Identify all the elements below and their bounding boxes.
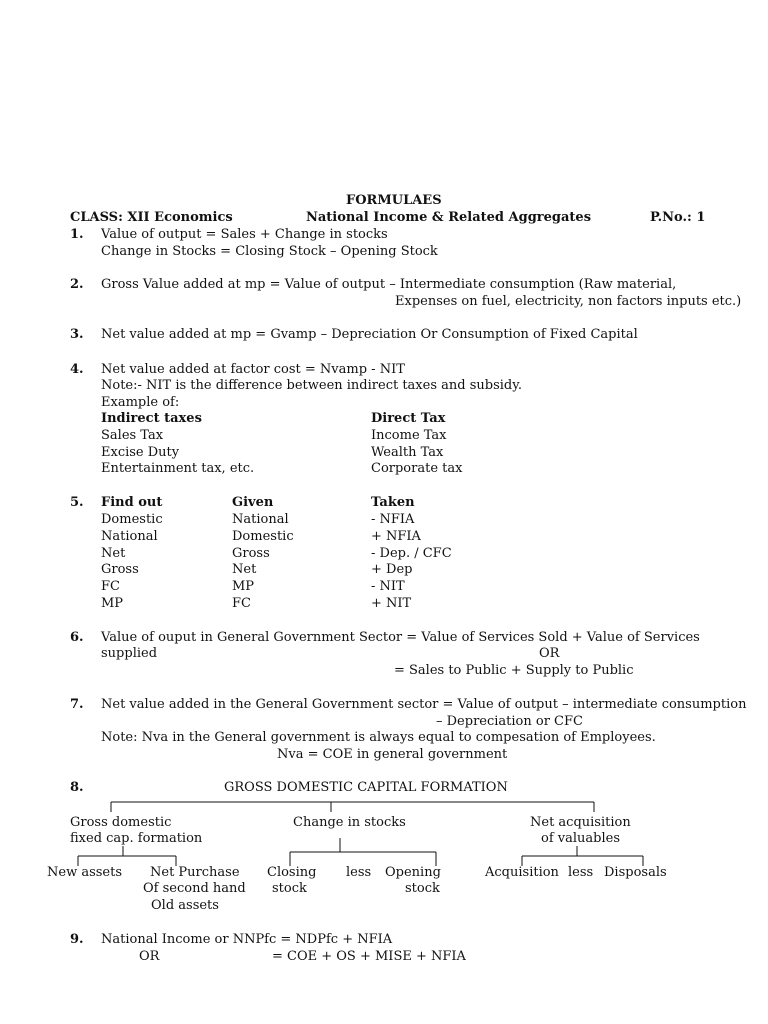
tree-leaf: New assets [47, 865, 123, 880]
tax-item: Entertainment tax, etc. [101, 461, 255, 476]
tree-leaf: Net Purchase [150, 865, 240, 880]
item-number: 6. [70, 630, 84, 645]
formula-line: Change in Stocks = Closing Stock – Opening Stock [101, 244, 438, 259]
tree-node: Net acquisition [530, 815, 631, 830]
tree-leaf: Disposals [604, 865, 667, 880]
item-number: 5. [70, 495, 84, 510]
formula-line: = COE + OS + MISE + NFIA [272, 949, 466, 964]
page-title: FORMULAES [346, 193, 442, 208]
tree-leaf: less [346, 865, 372, 880]
formula-line: supplied [101, 646, 158, 661]
tree-leaf: Closing [267, 865, 317, 880]
tax-item: Corporate tax [371, 461, 463, 476]
tax-column-header: Indirect taxes [101, 411, 202, 426]
note-line: Note: Nva in the General government is always equal to compesation of Employees. [101, 730, 656, 745]
tax-column-header: Direct Tax [371, 411, 446, 426]
tree-leaf: Of second hand [143, 881, 246, 896]
formula-line: Value of output = Sales + Change in stocks [101, 227, 388, 242]
tree-node: fixed cap. formation [70, 831, 203, 846]
table-cell: Domestic [101, 512, 163, 527]
table-cell: Gross [232, 546, 270, 561]
table-cell: + Dep [371, 562, 413, 577]
tree-leaf: Old assets [151, 898, 219, 913]
table-header: Taken [371, 495, 415, 510]
table-cell: - NIT [371, 579, 405, 594]
formula-line: Net value added in the General Government sector = Value of output – intermediate consumption [101, 697, 747, 712]
item-number: 4. [70, 362, 84, 377]
formula-line: Gross Value added at mp = Value of output – Intermediate consumption (Raw material, [101, 277, 677, 292]
or-text: OR [139, 949, 160, 964]
tax-item: Wealth Tax [371, 445, 444, 460]
class-label: CLASS: XII Economics [70, 210, 233, 225]
tree-leaf: Acquisition [485, 865, 559, 880]
table-cell: FC [101, 579, 120, 594]
tree-node: of valuables [541, 831, 620, 846]
formula-line: Net value added at mp = Gvamp – Depreciation Or Consumption of Fixed Capital [101, 327, 638, 342]
formula-line: Nva = COE in general government [277, 747, 508, 762]
tree-node: Gross domestic [70, 815, 172, 830]
formula-line: National Income or NNPfc = NDPfc + NFIA [101, 932, 393, 947]
formula-line: Expenses on fuel, electricity, non factors inputs etc.) [395, 294, 742, 309]
table-cell: Net [101, 546, 126, 561]
table-cell: National [101, 529, 158, 544]
item-number: 1. [70, 227, 84, 242]
table-cell: Domestic [232, 529, 294, 544]
item-number: 2. [70, 277, 84, 292]
table-header: Given [232, 495, 274, 510]
item-number: 9. [70, 932, 84, 947]
table-header: Find out [101, 495, 163, 510]
formula-line: = Sales to Public + Supply to Public [394, 663, 634, 678]
item-number: 8. [70, 780, 84, 795]
page-number: P.No.: 1 [650, 210, 706, 225]
table-cell: Net [232, 562, 257, 577]
formula-line: Value of ouput in General Government Sector = Value of Services Sold + Value of Services [101, 630, 700, 645]
diagram-title: GROSS DOMESTIC CAPITAL FORMATION [224, 780, 508, 795]
table-cell: MP [101, 596, 124, 611]
tree-leaf: stock [405, 881, 440, 896]
note-line: Example of: [101, 395, 180, 410]
table-cell: FC [232, 596, 251, 611]
tax-item: Excise Duty [101, 445, 180, 460]
tax-item: Income Tax [371, 428, 447, 443]
table-cell: MP [232, 579, 255, 594]
formula-line: – Depreciation or CFC [436, 714, 583, 729]
tree-node: Change in stocks [293, 815, 406, 830]
item-number: 7. [70, 697, 84, 712]
note-line: Note:- NIT is the difference between indirect taxes and subsidy. [101, 378, 522, 393]
table-cell: - NFIA [371, 512, 415, 527]
table-cell: + NIT [371, 596, 412, 611]
or-text: OR [539, 646, 560, 661]
item-number: 3. [70, 327, 84, 342]
table-cell: - Dep. / CFC [371, 546, 452, 561]
tax-item: Sales Tax [101, 428, 164, 443]
table-cell: National [232, 512, 289, 527]
table-cell: + NFIA [371, 529, 421, 544]
tree-leaf: less [568, 865, 594, 880]
table-cell: Gross [101, 562, 139, 577]
tree-leaf: stock [272, 881, 307, 896]
chapter-title: National Income & Related Aggregates [306, 210, 592, 225]
formula-line: Net value added at factor cost = Nvamp - NIT [101, 362, 405, 377]
tree-leaf: Opening [385, 865, 441, 880]
